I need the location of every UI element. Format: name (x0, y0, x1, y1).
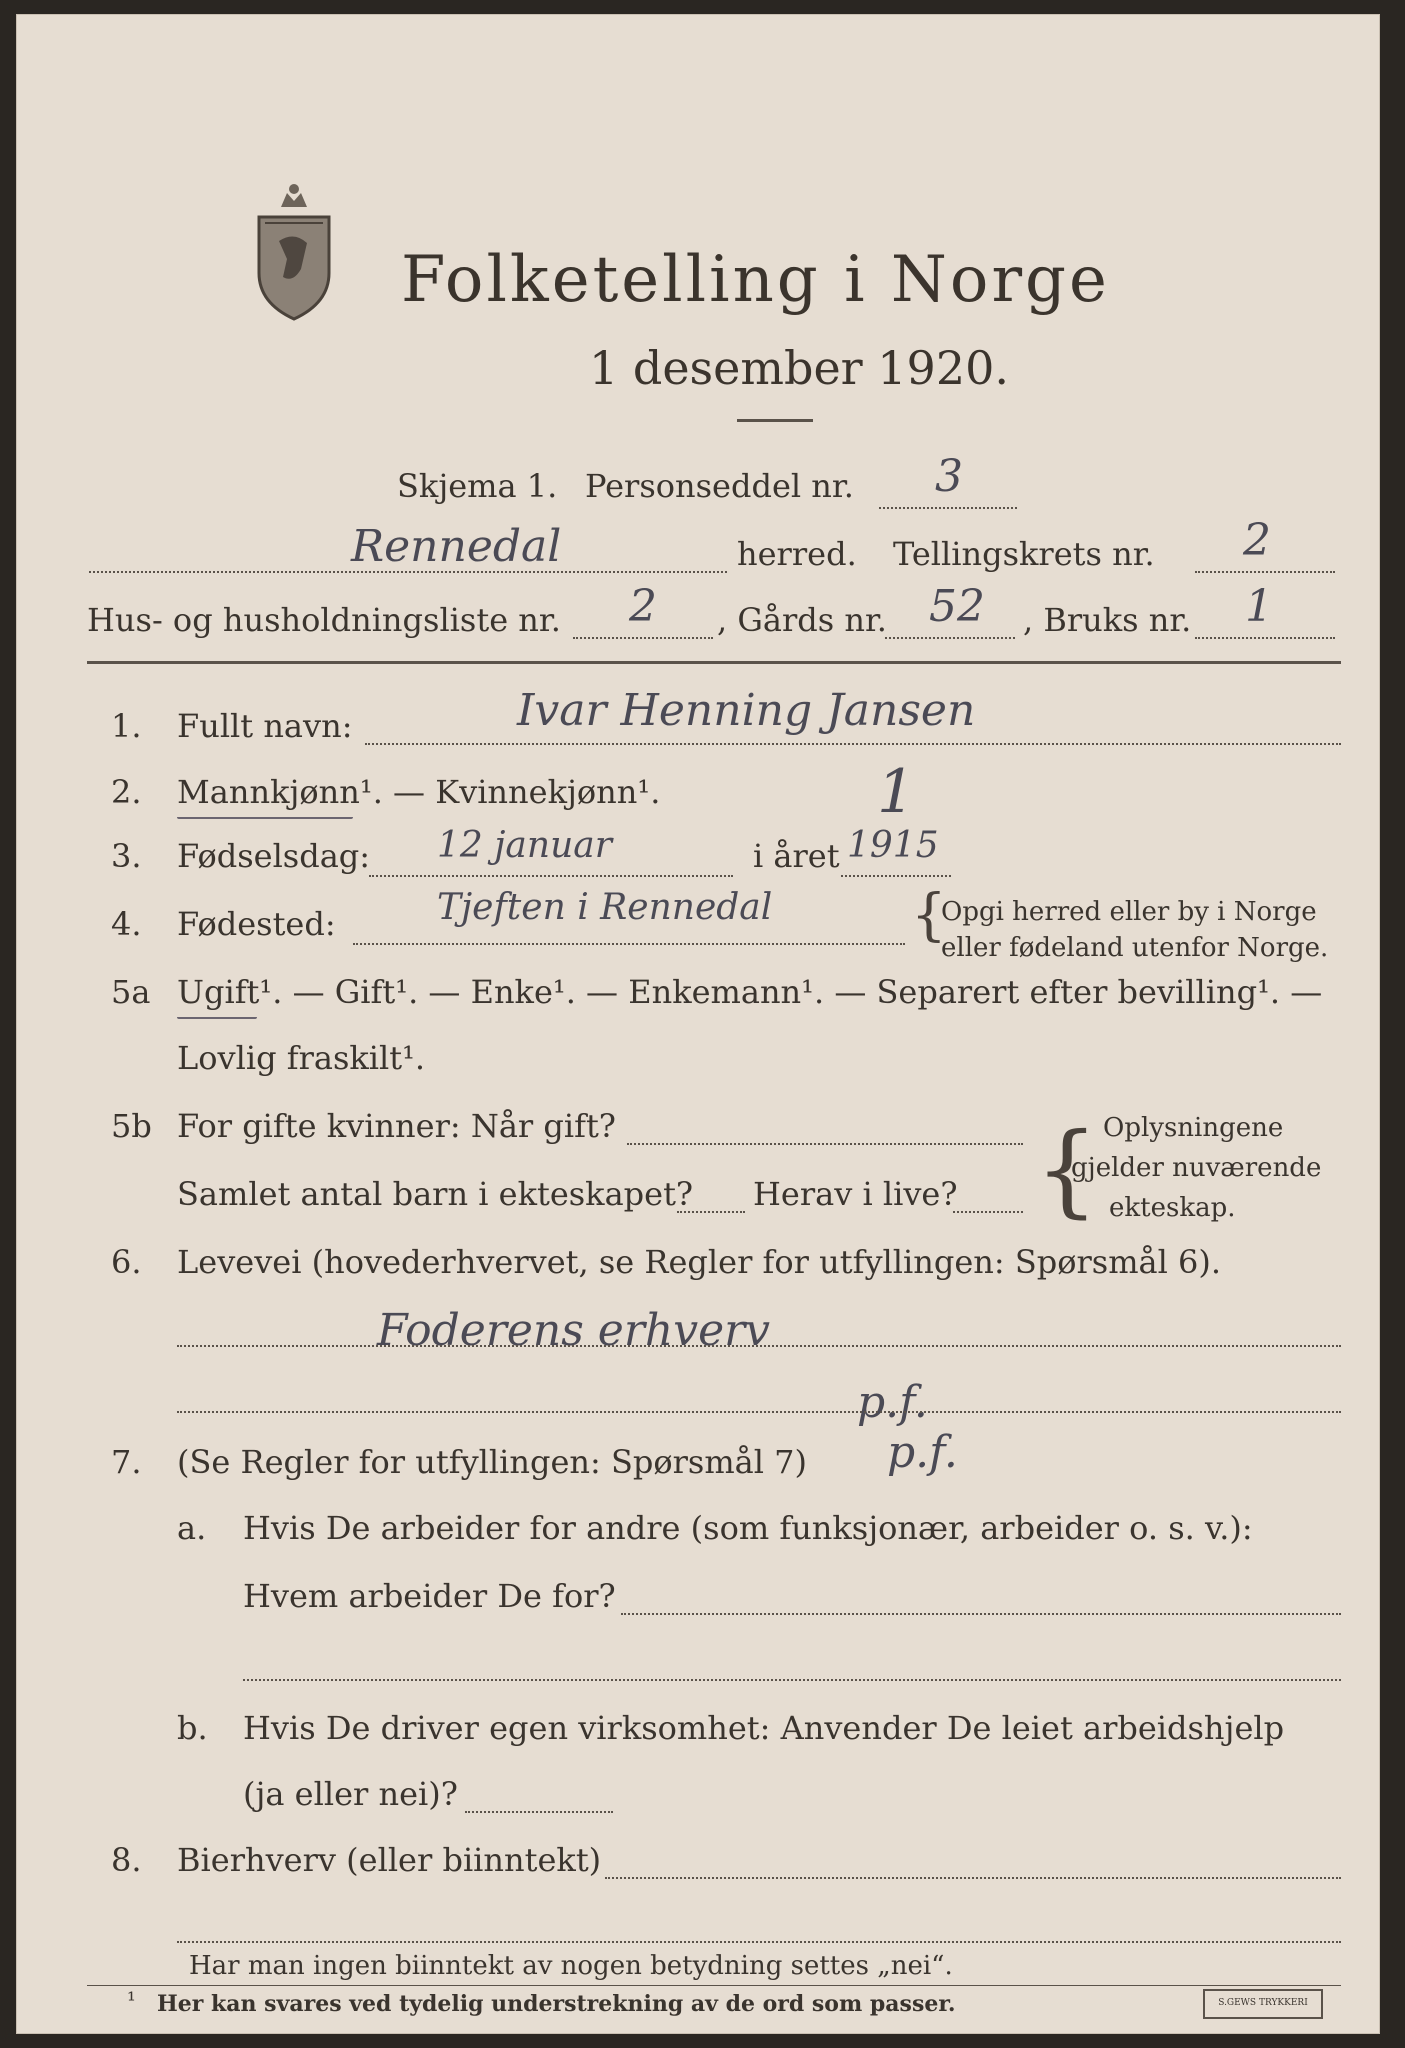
q5a-options-2[interactable]: Lovlig fraskilt¹. (177, 1039, 426, 1077)
q7b-line-2: (ja eller nei)? (243, 1775, 458, 1813)
q5a-number: 5a (111, 973, 151, 1011)
q5b-married-line (627, 1143, 1023, 1145)
footer-note: Har man ingen biinntekt av nogen betydning settes „nei“. (189, 1951, 953, 1981)
mannkjonn-underline (177, 813, 353, 819)
q5b-note-2: gjelder nuværende (1071, 1153, 1322, 1183)
q4-label: Fødested: (177, 905, 336, 943)
birthplace-value[interactable]: Tjeften i Rennedal (437, 887, 773, 928)
bruks-value[interactable]: 1 (1245, 581, 1273, 632)
gards-line (885, 637, 1015, 639)
q6-label: Levevei (hovederhvervet, se Regler for utfyllingen: Spørsmål 6). (177, 1243, 1222, 1281)
title-divider (737, 419, 813, 422)
gards-label: , Gårds nr. (717, 601, 887, 639)
q5b-number: 5b (111, 1107, 152, 1145)
personseddel-value[interactable]: 3 (935, 451, 963, 502)
printer-stamp-text: S.GEWS TRYKKERI (1218, 1998, 1308, 2008)
q5a-options[interactable]: Ugift¹. — Gift¹. — Enke¹. — Enkemann¹. — Separert efter bevilling¹. — (177, 973, 1323, 1011)
herred-value[interactable]: Rennedal (351, 521, 562, 572)
q6-number: 6. (111, 1243, 142, 1281)
footer-divider (87, 1985, 1341, 1986)
q8-number: 8. (111, 1841, 142, 1879)
full-name-value[interactable]: Ivar Henning Jansen (517, 685, 976, 736)
q4-note-2: eller fødeland utenfor Norge. (941, 933, 1329, 963)
q5b-note-3: ekteskap. (1109, 1193, 1236, 1223)
census-form (16, 14, 1380, 2034)
birth-year-value[interactable]: 1915 (847, 825, 939, 866)
q7a-number: a. (177, 1509, 207, 1547)
q7a-line-2: Hvem arbeider De for? (243, 1577, 616, 1615)
q5b-children-line (677, 1211, 745, 1213)
q2-number: 2. (111, 773, 142, 811)
hus-line (573, 637, 713, 639)
coat-of-arms-icon (249, 173, 339, 327)
q3-line (369, 875, 733, 877)
q7-value[interactable]: p.f. (887, 1427, 958, 1478)
herred-line (89, 571, 727, 573)
q3-number: 3. (111, 837, 142, 875)
birthday-value[interactable]: 12 januar (437, 825, 612, 866)
q5b-brace: { (1035, 1111, 1099, 1228)
q4-note-1: Opgi herred eller by i Norge (941, 897, 1317, 927)
personseddel-line (879, 507, 1017, 509)
q3-year-label: i året (753, 837, 840, 875)
q2-options[interactable]: Mannkjønn¹. — Kvinnekjønn¹. (177, 773, 661, 811)
q7a-line-1: Hvis De arbeider for andre (som funksjonær, arbeider o. s. v.): (243, 1509, 1253, 1547)
q5b-line-1: For gifte kvinner: Når gift? (177, 1107, 616, 1145)
q5b-line-2b: Herav i live? (753, 1175, 958, 1213)
bruks-label: , Bruks nr. (1023, 601, 1192, 639)
footnote-mark: ¹ (127, 1989, 136, 2014)
personseddel-label: Personseddel nr. (585, 467, 854, 505)
skjema-label: Skjema 1. (397, 467, 558, 505)
form-title: Folketelling i Norge (401, 243, 1110, 317)
tellingskrets-label: Tellingskrets nr. (893, 535, 1155, 573)
herred-label: herred. (737, 535, 857, 573)
q7a-answer-line-2 (243, 1679, 1341, 1681)
tellingskrets-line (1195, 571, 1335, 573)
occupation-value-2[interactable]: p.f. (857, 1377, 928, 1428)
q8-label: Bierhverv (eller biinntekt) (177, 1841, 602, 1879)
q3-label: Fødselsdag: (177, 837, 371, 875)
q7b-number: b. (177, 1709, 208, 1747)
q5b-note-1: Oplysningene (1103, 1113, 1284, 1143)
hus-label: Hus- og husholdningsliste nr. (87, 601, 561, 639)
hus-value[interactable]: 2 (629, 581, 657, 632)
q7a-answer-line (621, 1613, 1341, 1615)
header-divider (87, 661, 1341, 664)
q4-brace: { (911, 883, 947, 948)
q5b-alive-line (953, 1211, 1023, 1213)
printer-stamp (1203, 1989, 1323, 2019)
gards-value[interactable]: 52 (929, 581, 985, 632)
occupation-value[interactable]: Foderens erhverv (377, 1305, 770, 1356)
q1-number: 1. (111, 707, 142, 745)
q7-label: (Se Regler for utfyllingen: Spørsmål 7) (177, 1443, 807, 1481)
q1-label: Fullt navn: (177, 707, 353, 745)
q1-line (365, 743, 1341, 745)
q5b-line-2a: Samlet antal barn i ekteskapet? (177, 1175, 694, 1213)
q6-line-1 (177, 1345, 1341, 1347)
q8-line (605, 1877, 1341, 1879)
footnote-text: Her kan svares ved tydelig understrekning av de ord som passer. (157, 1991, 956, 2017)
tellingskrets-value[interactable]: 2 (1243, 515, 1271, 566)
census-date: 1 desember 1920. (589, 341, 1009, 395)
q2-mark: 1 (877, 757, 916, 827)
q7b-answer-line (465, 1811, 613, 1813)
q4-line (353, 943, 905, 945)
q7-number: 7. (111, 1443, 142, 1481)
bruks-line (1195, 637, 1335, 639)
q4-number: 4. (111, 905, 142, 943)
q8-line-2 (177, 1941, 1341, 1943)
ugift-underline (177, 1013, 257, 1019)
q6-line-2 (177, 1411, 1341, 1413)
q7b-line-1: Hvis De driver egen virksomhet: Anvender De leiet arbeidshjelp (243, 1709, 1285, 1747)
q3-year-line (841, 875, 951, 877)
